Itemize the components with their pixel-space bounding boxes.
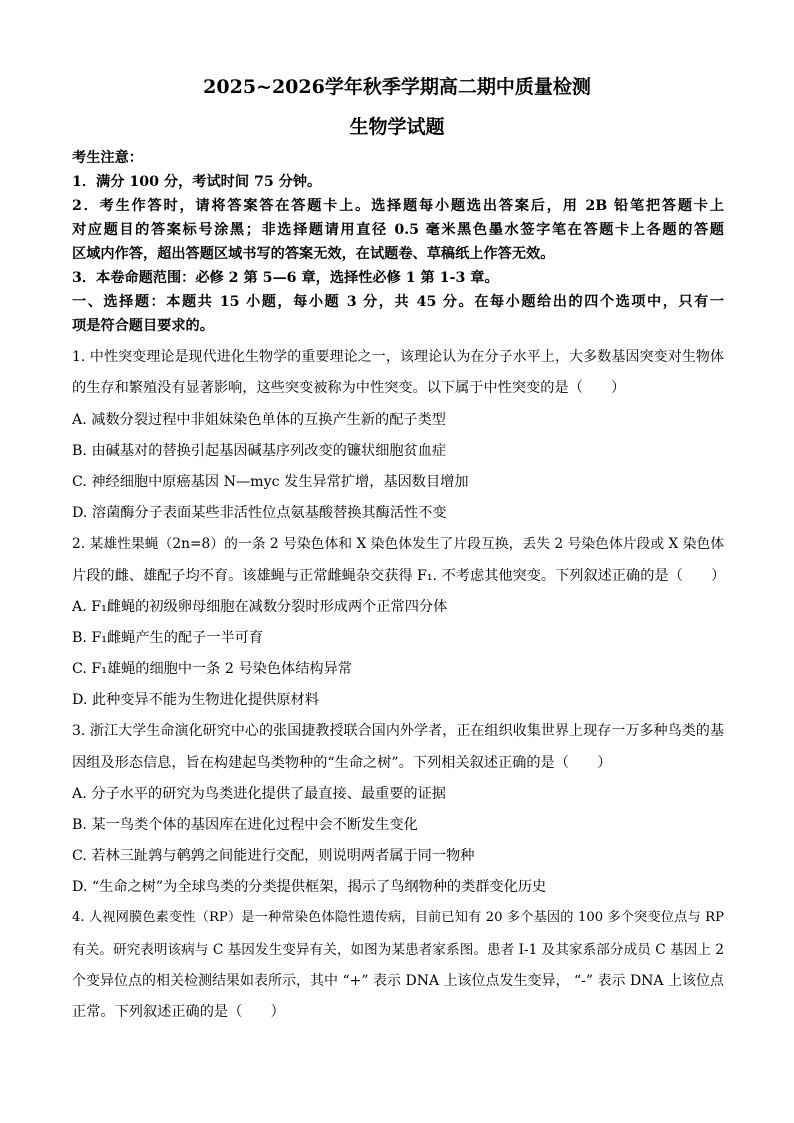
section-heading-line-1: 一、选择题：本题共 15 小题，每小题 3 分，共 45 分。在每小题给出的四个选项中，只有一: [72, 294, 724, 310]
q1-option-b: B. 由碱基对的替换引起基因碱基序列改变的镰状细胞贫血症: [72, 443, 447, 459]
section-heading-line-2: 项是符合题目要求的。: [72, 318, 214, 334]
notice-heading: 考生注意：: [72, 150, 143, 166]
q1-stem-line-2: 的生存和繁殖没有显著影响，这些突变被称为中性突变。以下属于中性突变的是（ ）: [72, 380, 626, 396]
notice-item-1: 1．满分 100 分，考试时间 75 分钟。: [72, 174, 322, 190]
q1-option-d: D. 溶菌酶分子表面某些非活性位点氨基酸替换其酶活性不变: [72, 505, 447, 521]
q3-option-d: D. “生命之树”为全球鸟类的分类提供框架，揭示了鸟纲物种的类群变化历史: [72, 879, 547, 895]
q2-option-a: A. F₁雌蝇的初级卵母细胞在减数分裂时形成两个正常四分体: [72, 599, 448, 615]
q2-stem-line-1: 2. 某雄性果蝇（2n=8）的一条 2 号染色体和 X 染色体发生了片段互换，丢失 2 号染色体片段或 X 染色体: [72, 536, 725, 552]
q1-option-a: A. 减数分裂过程中非姐妹染色单体的互换产生新的配子类型: [72, 412, 446, 428]
q1-option-c: C. 神经细胞中原癌基因 N—myc 发生异常扩增，基因数目增加: [72, 474, 469, 490]
q2-stem-line-2: 片段的雌、雄配子均不育。该雄蝇与正常雌蝇杂交获得 F₁. 不考虑其他突变。下列叙述正确的是（ ）: [72, 568, 726, 584]
exam-title: 2025~2026学年秋季学期高二期中质量检测: [203, 76, 591, 98]
q4-stem-line-4: 正常。下列叙述正确的是（ ）: [72, 1004, 285, 1020]
q1-stem-line-1: 1. 中性突变理论是现代进化生物学的重要理论之一，该理论认为在分子水平上，大多数基因突变对生物体: [72, 349, 724, 365]
exam-subtitle: 生物学试题: [349, 116, 445, 138]
q3-stem-line-2: 因组及形态信息，旨在构建起鸟类物种的“生命之树”。下列相关叙述正确的是（ ）: [72, 755, 612, 771]
q3-stem-line-1: 3. 浙江大学生命演化研究中心的张国捷教授联合国内外学者，正在组织收集世界上现存一万多种鸟类的基: [72, 723, 724, 739]
q4-stem-line-2: 有关。研究表明该病与 C 基因发生变异有关，如图为某患者家系图。患者 I-1 及其家系部分成员 C 基因上 2: [72, 942, 724, 958]
notice-item-2-line-3: 区域内作答，超出答题区域书写的答案无效，在试题卷、草稿纸上作答无效。: [72, 246, 555, 262]
q4-stem-line-3: 个变异位点的相关检测结果如表所示，其中 “+” 表示 DNA 上该位点发生变异， “-” 表示 DNA 上该位点: [72, 973, 724, 989]
q3-option-c: C. 若林三趾鹑与鹌鹑之间能进行交配，则说明两者属于同一物种: [72, 848, 475, 864]
notice-item-2-line-2: 对应题目的答案标号涂黑；非选择题请用直径 0.5 毫米黑色墨水签字笔在答题卡上各题的答题: [72, 222, 724, 238]
q2-option-d: D. 此种变异不能为生物进化提供原材料: [72, 692, 319, 708]
notice-item-2-line-1: 2．考生作答时，请将答案答在答题卡上。选择题每小题选出答案后，用 2B 铅笔把答题卡上: [72, 198, 724, 214]
q2-option-c: C. F₁雄蝇的细胞中一条 2 号染色体结构异常: [72, 661, 352, 677]
q2-option-b: B. F₁雌蝇产生的配子一半可育: [72, 630, 264, 646]
q3-option-b: B. 某一鸟类个体的基因库在进化过程中会不断发生变化: [72, 817, 418, 833]
q4-stem-line-1: 4. 人视网膜色素变性（RP）是一种常染色体隐性遗传病，目前已知有 20 多个基因的 100 多个突变位点与 RP: [72, 910, 724, 925]
notice-item-3: 3．本卷命题范围：必修 2 第 5—6 章，选择性必修 1 第 1-3 章。: [72, 270, 499, 286]
q3-option-a: A. 分子水平的研究为鸟类进化提供了最直接、最重要的证据: [72, 786, 446, 802]
